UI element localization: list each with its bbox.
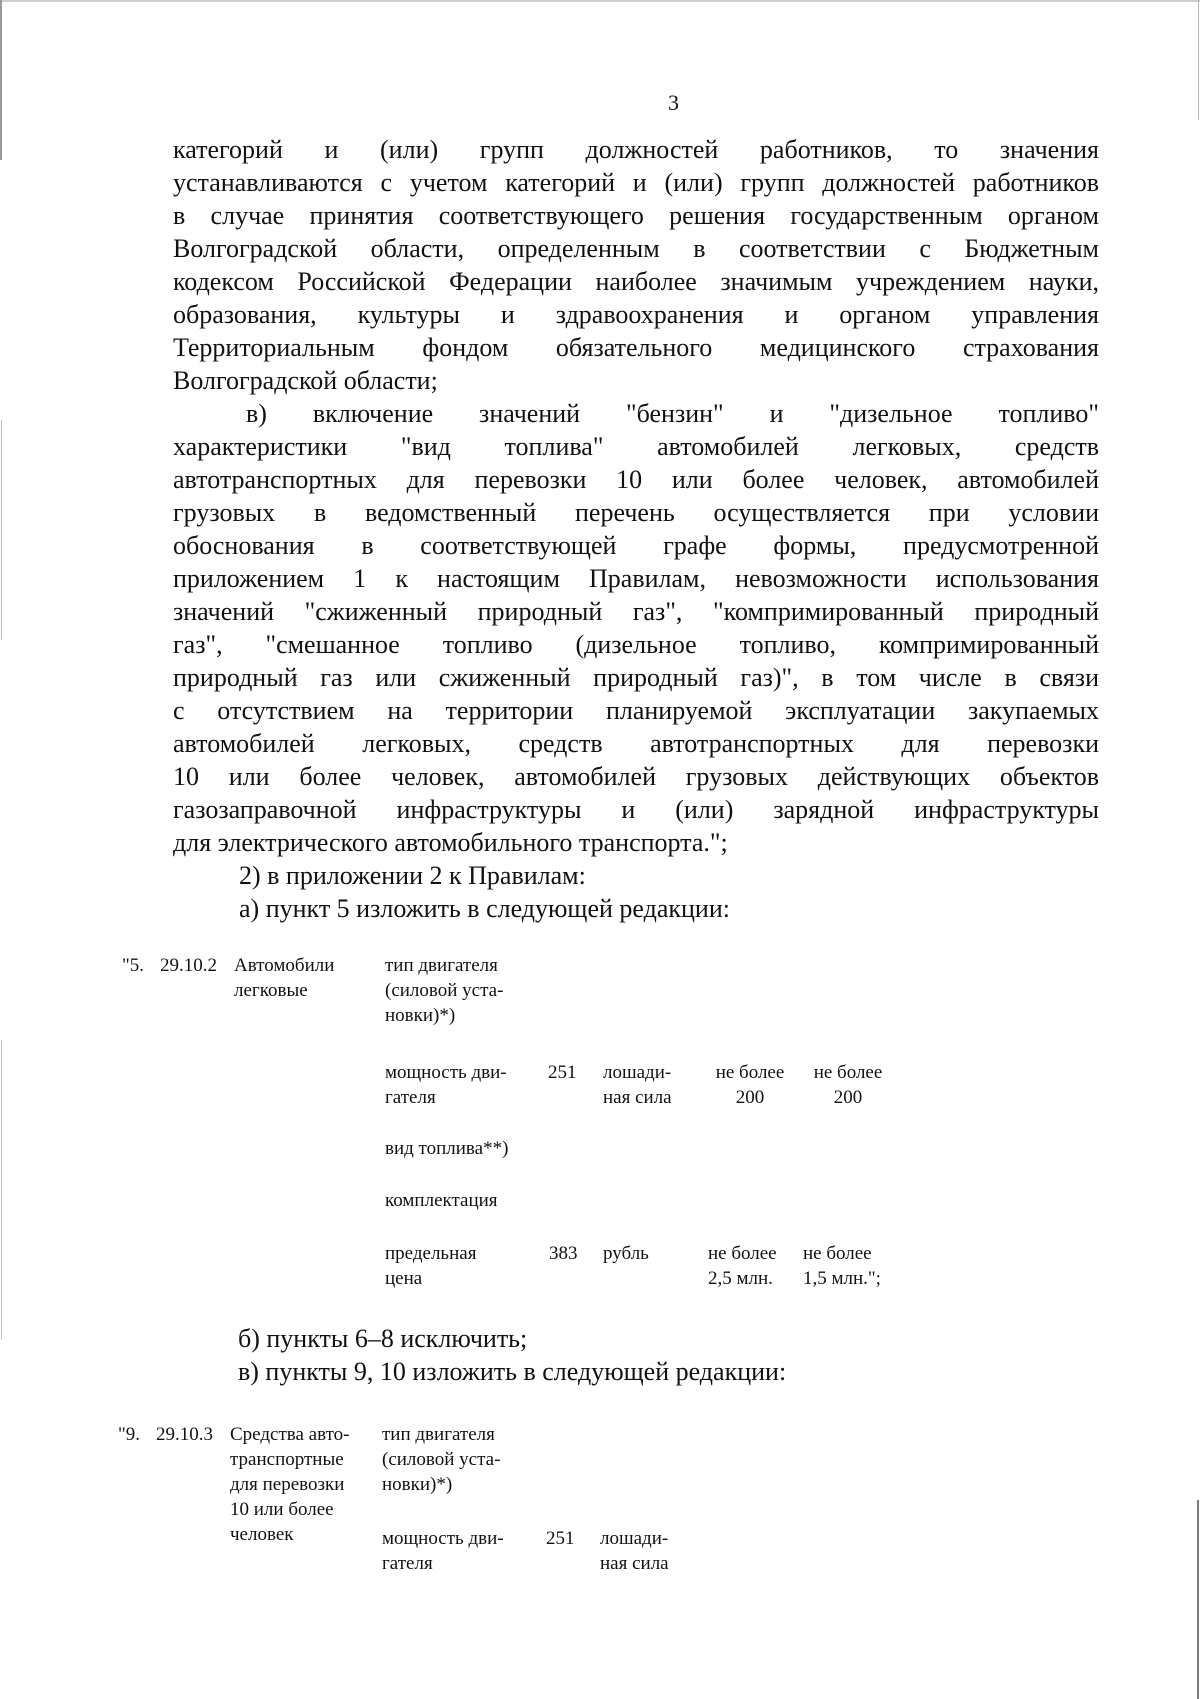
text-line: устанавливаются с учетом категорий и (или) групп должностей работников: [173, 168, 1099, 197]
text-line: природный газ или сжиженный природный газ)", в том числе в связи: [173, 663, 1099, 692]
table-characteristic: [385, 1060, 507, 1110]
text-line: кодексом Российской Федерации наиболее значимым учреждением науки,: [173, 267, 1099, 296]
text-line: не более: [813, 1062, 883, 1083]
document-body: [173, 133, 1099, 925]
text-line: новки)*): [385, 1005, 456, 1026]
table-okei-code: 383: [549, 1243, 578, 1264]
table-value: [806, 1060, 890, 1110]
text-line: ная сила: [603, 1087, 672, 1108]
list-item-2: 2) в приложении 2 к Правилам:: [239, 861, 586, 890]
text-line: Волгоградской области;: [173, 366, 438, 395]
text-line: мощность дви-: [385, 1062, 507, 1083]
paragraph-categories: [173, 133, 1099, 397]
table-okpd-code: 29.10.3: [156, 1424, 213, 1445]
list-item-2b: б) пункты 6–8 исключить;: [238, 1324, 528, 1353]
table-characteristic: [385, 1188, 498, 1213]
text-line: тип двигателя: [385, 955, 498, 976]
table-characteristic: [385, 1241, 476, 1291]
paragraph-v-fuel: [173, 397, 1099, 859]
text-line: характеристики "вид топлива" автомобилей легковых, средств: [173, 432, 1099, 461]
text-line: приложением 1 к настоящим Правилам, невозможности использования: [173, 564, 1099, 593]
text-line: обоснования в соответствующей графе формы, предусмотренной: [173, 531, 1099, 560]
table-item-name: [234, 953, 334, 1003]
text-line: 1,5 млн.";: [803, 1268, 881, 1289]
text-line: ная сила: [600, 1553, 669, 1574]
table-unit: [603, 1241, 649, 1266]
table-characteristic: [385, 953, 503, 1028]
text-line: цена: [385, 1268, 423, 1289]
text-line: Автомобили: [234, 955, 335, 976]
table-characteristic: [382, 1526, 504, 1576]
text-line: категорий и (или) групп должностей работников, то значения: [173, 135, 1099, 164]
text-line: не более: [803, 1243, 872, 1264]
sublist-items: [238, 1322, 938, 1388]
text-line: новки)*): [382, 1474, 453, 1495]
table-okei-code: 251: [548, 1062, 577, 1083]
text-line: автомобилей легковых, средств автотранспортных для перевозки: [173, 729, 1099, 758]
text-line: гателя: [385, 1087, 436, 1108]
text-line: с отсутствием на территории планируемой эксплуатации закупаемых: [173, 696, 1099, 725]
table-row-number: "5.: [122, 955, 145, 976]
table-value: [708, 1060, 792, 1110]
table-item-name: [230, 1422, 349, 1547]
text-line: предельная: [385, 1243, 477, 1264]
table-okpd-code: 29.10.2: [160, 955, 217, 976]
text-line: автотранспортных для перевозки 10 или более человек, автомобилей: [173, 465, 1099, 494]
table-characteristic: [382, 1422, 500, 1497]
text-line: легковые: [234, 980, 308, 1001]
text-line: человек: [230, 1524, 294, 1545]
text-line: 200: [833, 1087, 863, 1108]
table-row-number: "9.: [118, 1424, 141, 1445]
text-line: не более: [715, 1062, 785, 1083]
text-line: 10 или более: [230, 1499, 334, 1520]
table-item-5: [0, 953, 1200, 1293]
text-line: лошади-: [600, 1528, 669, 1549]
text-line: гателя: [382, 1553, 433, 1574]
list-item-2a: а) пункт 5 изложить в следующей редакции:: [239, 894, 730, 923]
text-line: значений "сжиженный природный газ", "компримированный природный: [173, 597, 1099, 626]
text-line: в) включение значений "бензин" и "дизельное топливо": [246, 399, 1099, 428]
list-item-2v: в) пункты 9, 10 изложить в следующей редакции:: [238, 1357, 787, 1386]
table-characteristic: [385, 1136, 508, 1161]
text-line: 2,5 млн.: [708, 1268, 773, 1289]
table-unit: [600, 1526, 669, 1576]
text-line: вид топлива**): [385, 1138, 509, 1159]
text-line: Территориальным фондом обязательного медицинского страхования: [173, 333, 1099, 362]
text-line: грузовых в ведомственный перечень осуществляется при условии: [173, 498, 1099, 527]
text-line: в случае принятия соответствующего решения государственным органом: [173, 201, 1099, 230]
page-number: 3: [668, 90, 679, 115]
text-line: лошади-: [603, 1062, 672, 1083]
text-line: газ", "смешанное топливо (дизельное топливо, компримированный: [173, 630, 1099, 659]
text-line: рубль: [603, 1243, 649, 1264]
table-unit: [603, 1060, 672, 1110]
text-line: (силовой уста-: [385, 980, 504, 1001]
table-value: [803, 1241, 881, 1291]
scan-edge-left: [0, 0, 2, 160]
scan-edge-top: [0, 0, 1200, 2]
text-line: комплектация: [385, 1190, 498, 1211]
text-line: 200: [735, 1087, 765, 1108]
table-value: [708, 1241, 777, 1291]
text-line: 10 или более человек, автомобилей грузовых действующих объектов: [173, 762, 1099, 791]
scan-edge-right: [1198, 0, 1199, 120]
text-line: мощность дви-: [382, 1528, 504, 1549]
table-okei-code: 251: [546, 1528, 575, 1549]
table-item-9: [0, 1422, 1200, 1582]
text-line: Средства авто-: [230, 1424, 350, 1445]
text-line: газозаправочной инфраструктуры и (или) зарядной инфраструктуры: [173, 795, 1099, 824]
text-line: транспортные: [230, 1449, 344, 1470]
text-line: для перевозки: [230, 1474, 345, 1495]
text-line: образования, культуры и здравоохранения и органом управления: [173, 300, 1099, 329]
text-line: не более: [708, 1243, 777, 1264]
text-line: (силовой уста-: [382, 1449, 501, 1470]
text-line: тип двигателя: [382, 1424, 495, 1445]
text-line: для электрического автомобильного транспорта.";: [173, 828, 728, 857]
text-line: Волгоградской области, определенным в соответствии с Бюджетным: [173, 234, 1099, 263]
scan-edge-left: [1, 420, 2, 640]
